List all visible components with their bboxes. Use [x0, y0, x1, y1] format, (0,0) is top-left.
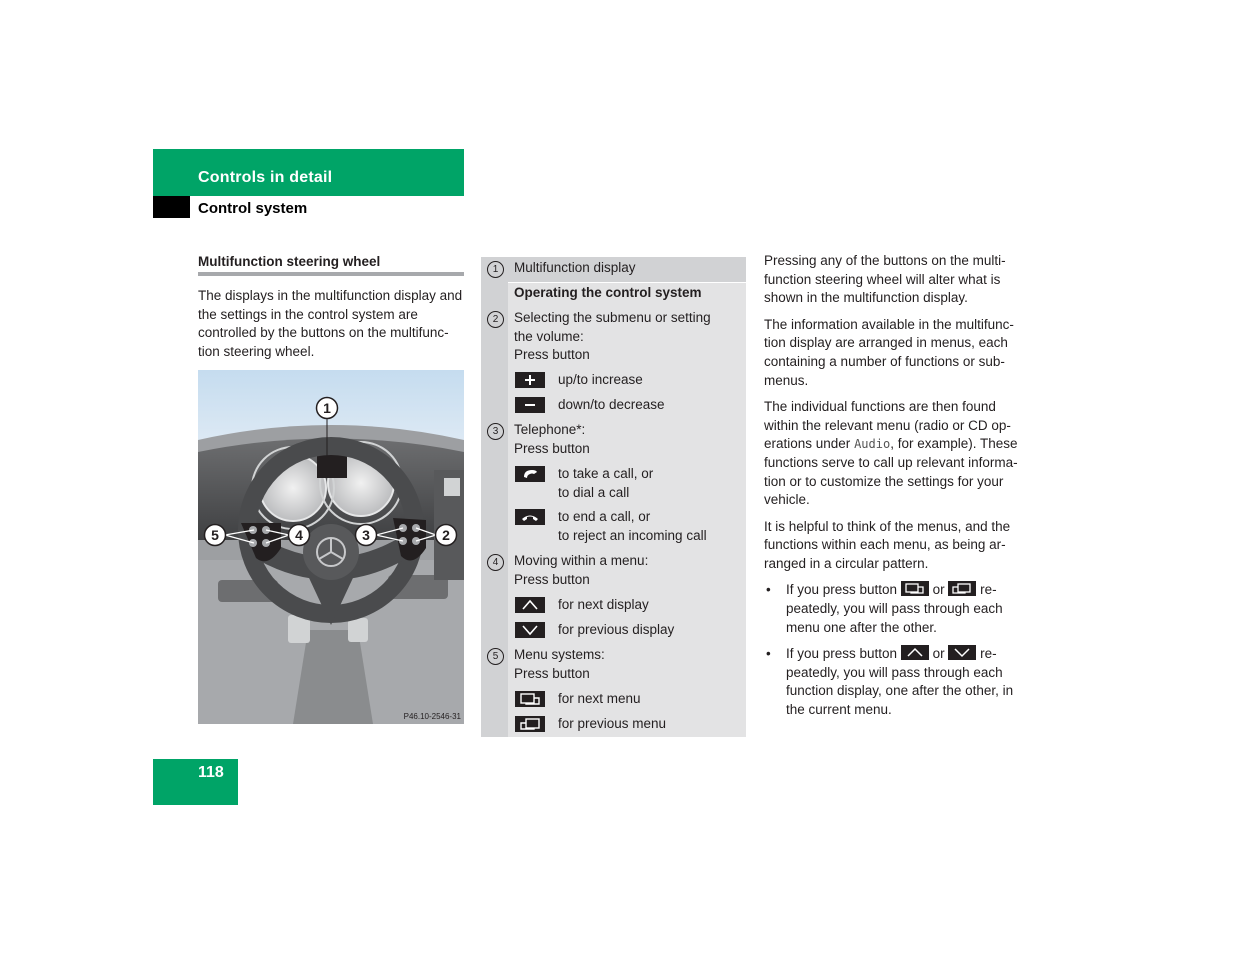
- phone-hangup-icon: [515, 509, 545, 525]
- steering-wheel-illustration: [198, 370, 464, 724]
- arrow-up-icon: [515, 597, 545, 613]
- row-text: Moving within a menu: Press button: [514, 553, 649, 587]
- arrow-down-icon: [515, 622, 545, 638]
- button-label: for previous menu: [558, 716, 667, 731]
- paragraph: The individual functions are then found within the relevant menu (radio or CD op-erations under Audio, for example). These functions serve to call up relevant informa-tion or to customize the settings for your vehicle.: [764, 398, 1018, 508]
- row-number: 4: [487, 554, 504, 571]
- row-text: Menu systems: Press button: [514, 647, 605, 681]
- arrow-up-icon: [901, 645, 929, 660]
- figure-code: P46.10-2546-31: [403, 712, 461, 721]
- row-number: 5: [487, 648, 504, 665]
- heading-rule: [198, 272, 464, 276]
- button-label: for next display: [558, 597, 649, 612]
- display-text-audio: Audio: [854, 437, 891, 452]
- button-label: up/to increase: [558, 372, 643, 387]
- row-number: 3: [487, 423, 504, 440]
- column-heading: Multifunction steering wheel: [198, 254, 381, 269]
- subsection-marker: [153, 196, 190, 218]
- button-label: for previous display: [558, 622, 675, 637]
- next-menu-icon: [901, 581, 929, 596]
- callout-4: [289, 525, 310, 546]
- next-menu-icon: [515, 691, 545, 707]
- paragraph: The information available in the multifunc-tion display are arranged in menus, each containing a number of functions or sub-menus.: [764, 316, 1014, 388]
- section-title: Controls in detail: [198, 169, 333, 186]
- previous-menu-icon: [948, 581, 976, 596]
- minus-button-icon: [515, 397, 545, 413]
- page-number: 118: [198, 764, 224, 781]
- plus-button-icon: [515, 372, 545, 388]
- table-heading: Operating the control system: [514, 285, 702, 300]
- page-number-box: [153, 759, 238, 805]
- svg-text:3: 3: [362, 527, 370, 543]
- callout-3: [356, 525, 377, 546]
- svg-text:1: 1: [323, 400, 331, 416]
- number-column: [481, 257, 508, 737]
- previous-menu-icon: [515, 716, 545, 732]
- button-label: to take a call, or to dial a call: [558, 466, 654, 500]
- row-text: Telephone*: Press button: [514, 422, 590, 456]
- bullet-dot: •: [766, 645, 771, 661]
- row-text: Multifunction display: [514, 260, 636, 275]
- row-number: 1: [487, 261, 504, 278]
- callout-2: [436, 525, 457, 546]
- paragraph: Pressing any of the buttons on the multi-function steering wheel will alter what is shown in the multifunction display.: [764, 253, 1006, 306]
- paragraph: It is helpful to think of the menus, and the functions within each menu, as being ar-ranged in a circular pattern.: [764, 518, 1011, 572]
- callout-1: [317, 398, 338, 419]
- row-text: Selecting the submenu or setting the volume: Press button: [514, 310, 711, 363]
- row-number: 2: [487, 311, 504, 328]
- bullet-item: • If you press button or re-peatedly, you will pass through each function display, one after the other, in the current menu.: [766, 645, 1014, 717]
- steering-wheel-figure: [198, 370, 464, 724]
- subsection-title: Control system: [198, 200, 308, 217]
- svg-text:4: 4: [295, 527, 303, 543]
- button-label: for next menu: [558, 691, 641, 706]
- svg-text:5: 5: [211, 527, 219, 543]
- bullet-dot: •: [766, 582, 771, 598]
- bullet-item: • If you press button or re-peatedly, you will pass through each menu one after the other.: [766, 582, 1003, 635]
- button-label: down/to decrease: [558, 397, 665, 412]
- svg-text:2: 2: [442, 527, 450, 543]
- intro-paragraph: The displays in the multifunction display and the settings in the control system are controlled by the buttons on the multifunc-tion steering wheel.: [198, 288, 463, 360]
- button-label: to end a call, or to reject an incoming call: [558, 509, 707, 543]
- controls-table: [481, 257, 746, 737]
- right-column: [764, 252, 1034, 727]
- phone-pickup-icon: [515, 466, 545, 482]
- arrow-down-icon: [948, 645, 976, 660]
- divider: [508, 282, 746, 283]
- callout-5: [205, 525, 226, 546]
